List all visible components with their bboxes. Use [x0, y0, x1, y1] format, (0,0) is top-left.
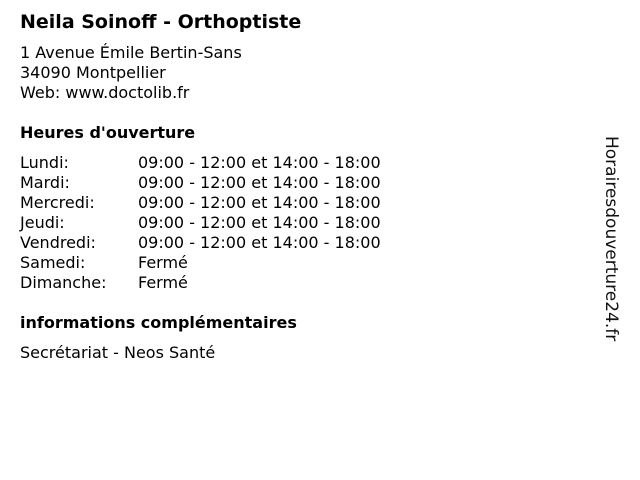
day-label: Mercredi:: [20, 193, 95, 212]
address-block: [20, 43, 600, 103]
hours-row-wednesday: [20, 193, 600, 213]
hours-value: 09:00 - 12:00 et 14:00 - 18:00: [138, 213, 381, 232]
hours-value: 09:00 - 12:00 et 14:00 - 18:00: [138, 173, 381, 192]
business-title: Neila Soinoff - Orthoptiste: [20, 11, 302, 33]
day-label: Vendredi:: [20, 233, 96, 252]
hours-row-monday: [20, 153, 600, 173]
hours-row-friday: [20, 233, 600, 253]
address-city: 34090 Montpellier: [20, 63, 166, 82]
hours-value: 09:00 - 12:00 et 14:00 - 18:00: [138, 233, 381, 252]
hours-row-thursday: [20, 213, 600, 233]
day-label: Samedi:: [20, 253, 86, 272]
hours-value: 09:00 - 12:00 et 14:00 - 18:00: [138, 193, 381, 212]
day-label: Jeudi:: [20, 213, 65, 232]
site-watermark: Horairesdouverture24.fr: [601, 136, 621, 342]
opening-hours-table: [20, 153, 600, 293]
hours-row-tuesday: [20, 173, 600, 193]
hours-value: Fermé: [138, 273, 188, 292]
additional-info-text: Secrétariat - Neos Santé: [20, 343, 216, 362]
opening-hours-heading: Heures d'ouverture: [20, 123, 196, 142]
address-street: 1 Avenue Émile Bertin-Sans: [20, 43, 242, 62]
hours-value: 09:00 - 12:00 et 14:00 - 18:00: [138, 153, 381, 172]
website-text: Web: www.doctolib.fr: [20, 83, 190, 102]
day-label: Dimanche:: [20, 273, 107, 292]
hours-value: Fermé: [138, 253, 188, 272]
hours-row-saturday: [20, 253, 600, 273]
hours-row-sunday: [20, 273, 600, 293]
day-label: Lundi:: [20, 153, 69, 172]
additional-info-heading: informations complémentaires: [20, 313, 297, 332]
business-card: [20, 10, 600, 363]
day-label: Mardi:: [20, 173, 70, 192]
